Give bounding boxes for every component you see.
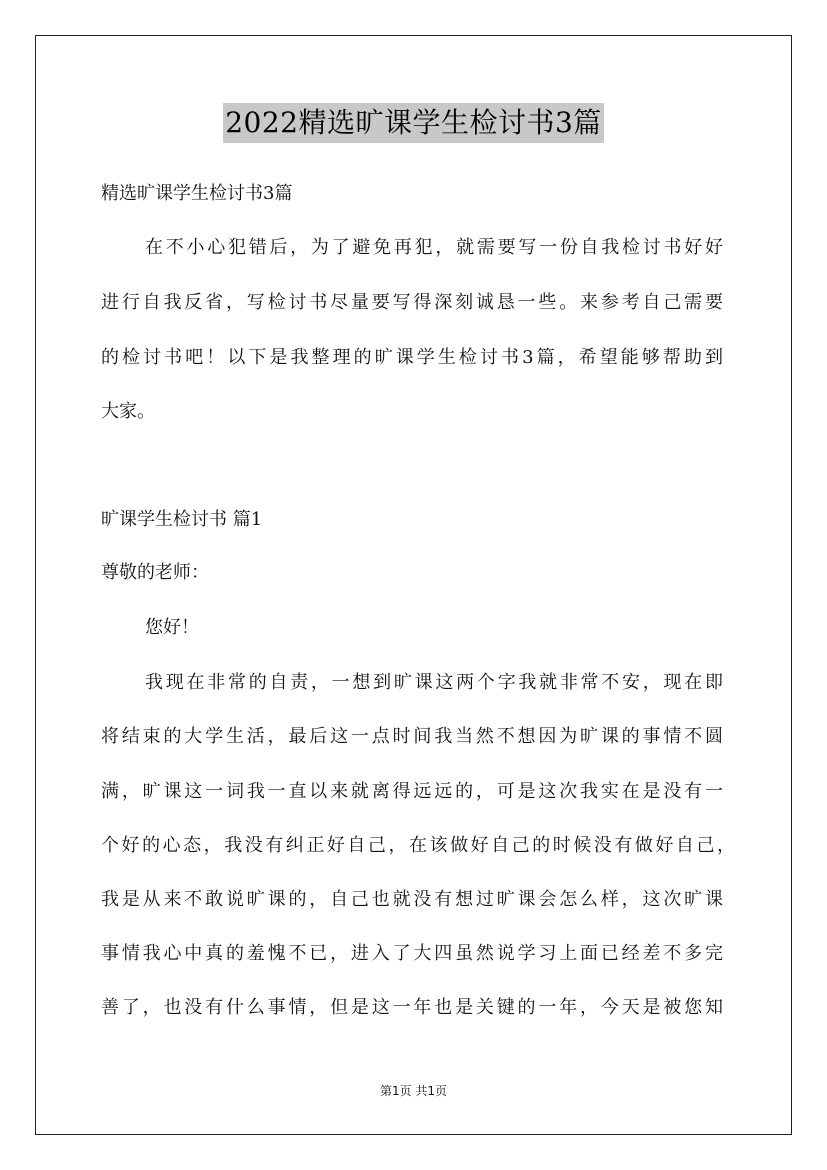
intro-line-4: 大家。 <box>101 401 155 422</box>
intro-line-1: 在不小心犯错后，为了避免再犯，就需要写一份自我检讨书好好 <box>145 237 723 258</box>
body-line-3: 满，旷课这一词我一直以来就离得远远的，可是这次我实在是没有一 <box>101 781 723 802</box>
body-line-5: 我是从来不敢说旷课的，自己也就没有想过旷课会怎么样，这次旷课 <box>101 889 723 910</box>
body-line-4: 个好的心态，我没有纠正好自己，在该做好自己的时候没有做好自己， <box>101 835 735 856</box>
body-line-7: 善了，也没有什么事情，但是这一年也是关键的一年，今天是被您知 <box>101 997 723 1018</box>
page-footer: 第1页 共1页 <box>379 1084 448 1098</box>
greeting: 您好！ <box>145 617 199 638</box>
body-line-1: 我现在非常的自责，一想到旷课这两个字我就非常不安，现在即 <box>145 672 723 693</box>
document-subtitle: 精选旷课学生检讨书3篇 <box>101 183 293 204</box>
intro-line-3: 的检讨书吧！以下是我整理的旷课学生检讨书3篇，希望能够帮助到 <box>101 347 723 368</box>
document-title: 2022精选旷课学生检讨书3篇 <box>223 103 604 143</box>
body-line-2: 将结束的大学生活，最后这一点时间我当然不想因为旷课的事情不圆 <box>101 726 723 747</box>
intro-line-2: 进行自我反省，写检讨书尽量要写得深刻诚恳一些。来参考自己需要 <box>101 292 723 313</box>
salutation: 尊敬的老师： <box>101 562 209 583</box>
title-container <box>0 103 827 143</box>
body-line-6: 事情我心中真的羞愧不已，进入了大四虽然说学习上面已经差不多完 <box>101 943 723 964</box>
section-heading: 旷课学生检讨书 篇1 <box>101 509 263 530</box>
